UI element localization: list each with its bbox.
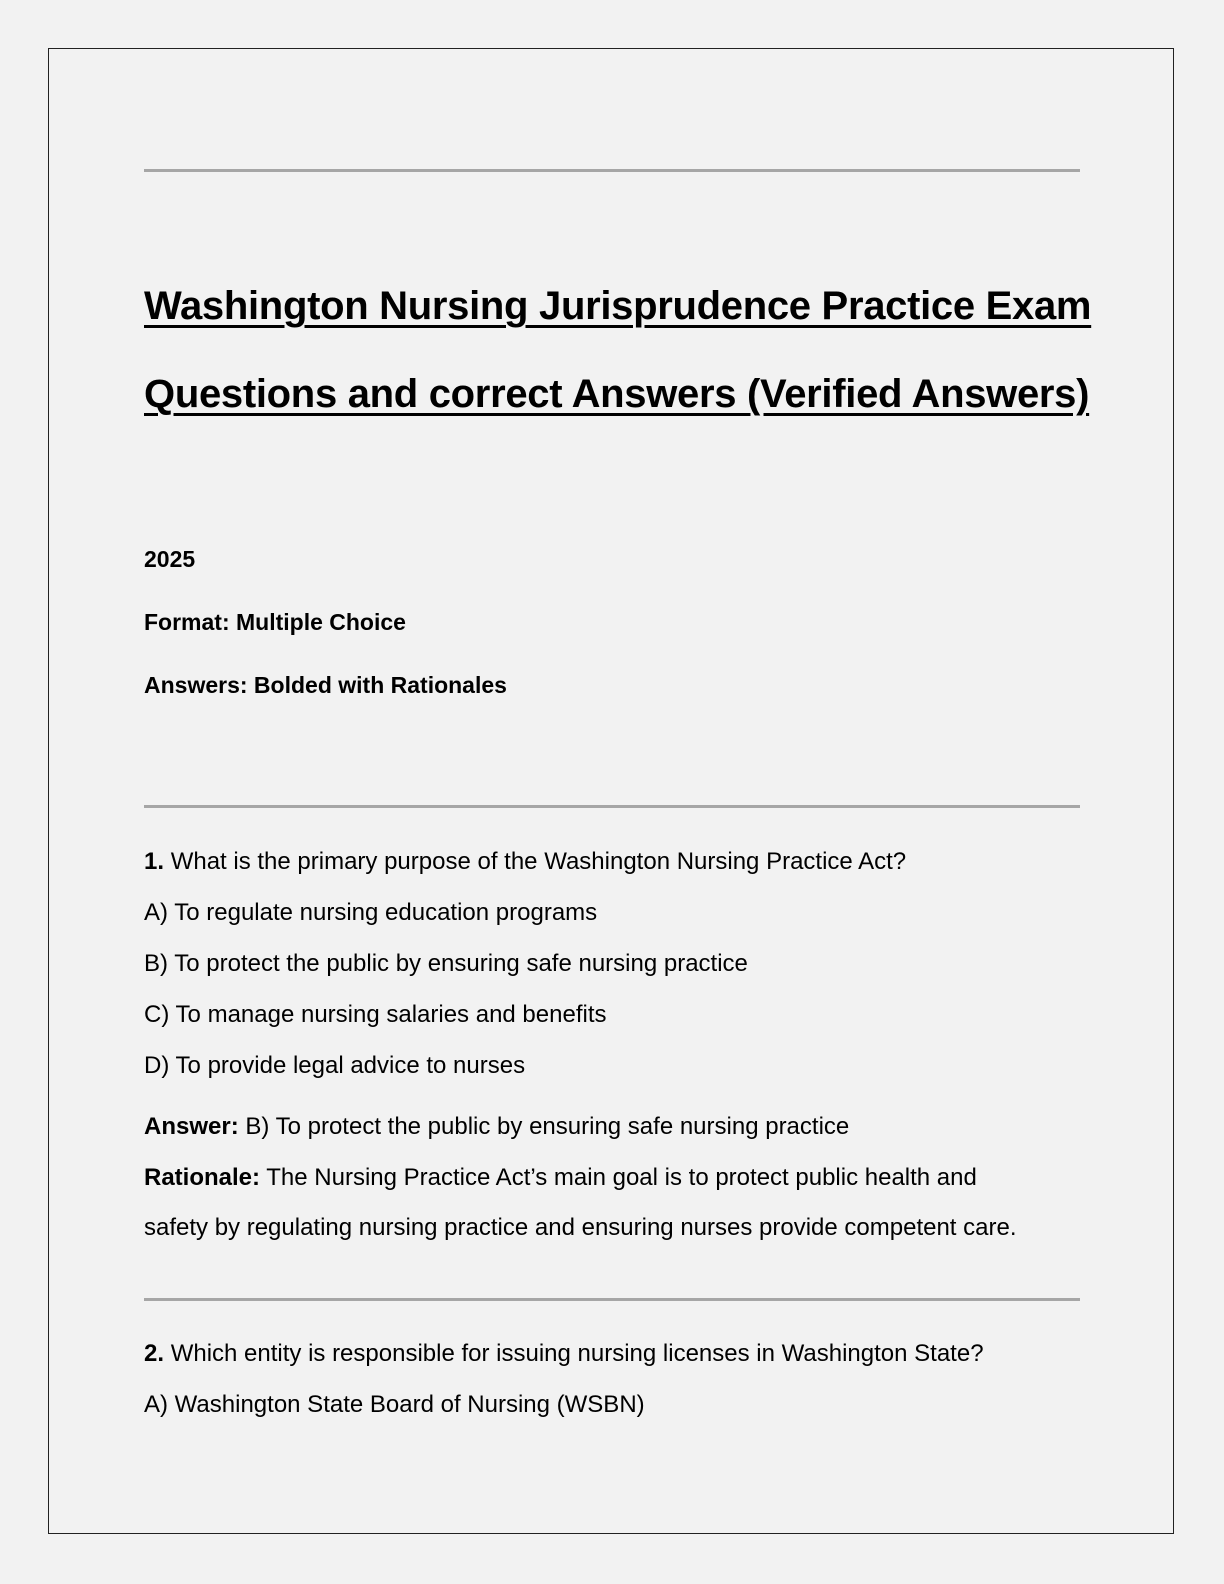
- document-year: 2025: [144, 546, 196, 572]
- divider-section: [144, 805, 1080, 808]
- question-1: [144, 846, 906, 878]
- format-label: Format: Multiple Choice: [144, 609, 406, 635]
- answers-note: Answers: Bolded with Rationales: [144, 672, 507, 698]
- question-1-option-b: B) To protect the public by ensuring safe nursing practice: [144, 950, 748, 977]
- question-text: What is the primary purpose of the Washington Nursing Practice Act?: [170, 848, 907, 875]
- question-1-option-a: A) To regulate nursing education programs: [144, 899, 598, 926]
- document-title: Washington Nursing Jurisprudence Practice Exam Questions and correct Answers (Verified Answers): [144, 284, 1092, 416]
- question-1-option-c: C) To manage nursing salaries and benefits: [144, 1001, 607, 1028]
- answer-text: B) To protect the public by ensuring safe nursing practice: [245, 1113, 850, 1140]
- question-text: Which entity is responsible for issuing nursing licenses in Washington State?: [170, 1340, 984, 1367]
- divider-question: [144, 1298, 1080, 1301]
- question-1-option-d: D) To provide legal advice to nurses: [144, 1052, 526, 1079]
- question-number: 2.: [144, 1340, 165, 1367]
- rationale-text: The Nursing Practice Act’s main goal is to protect public health and: [266, 1164, 977, 1191]
- question-1-rationale-continued: safety by regulating nursing practice and ensuring nurses provide competent care.: [144, 1214, 1017, 1241]
- question-1-rationale: [144, 1162, 977, 1194]
- divider-top: [144, 169, 1080, 172]
- answer-label: Answer:: [144, 1113, 239, 1140]
- question-number: 1.: [144, 848, 165, 875]
- rationale-label: Rationale:: [144, 1164, 261, 1191]
- question-2: [144, 1338, 984, 1370]
- question-2-option-a: A) Washington State Board of Nursing (WSBN): [144, 1391, 645, 1418]
- question-1-answer: [144, 1111, 849, 1143]
